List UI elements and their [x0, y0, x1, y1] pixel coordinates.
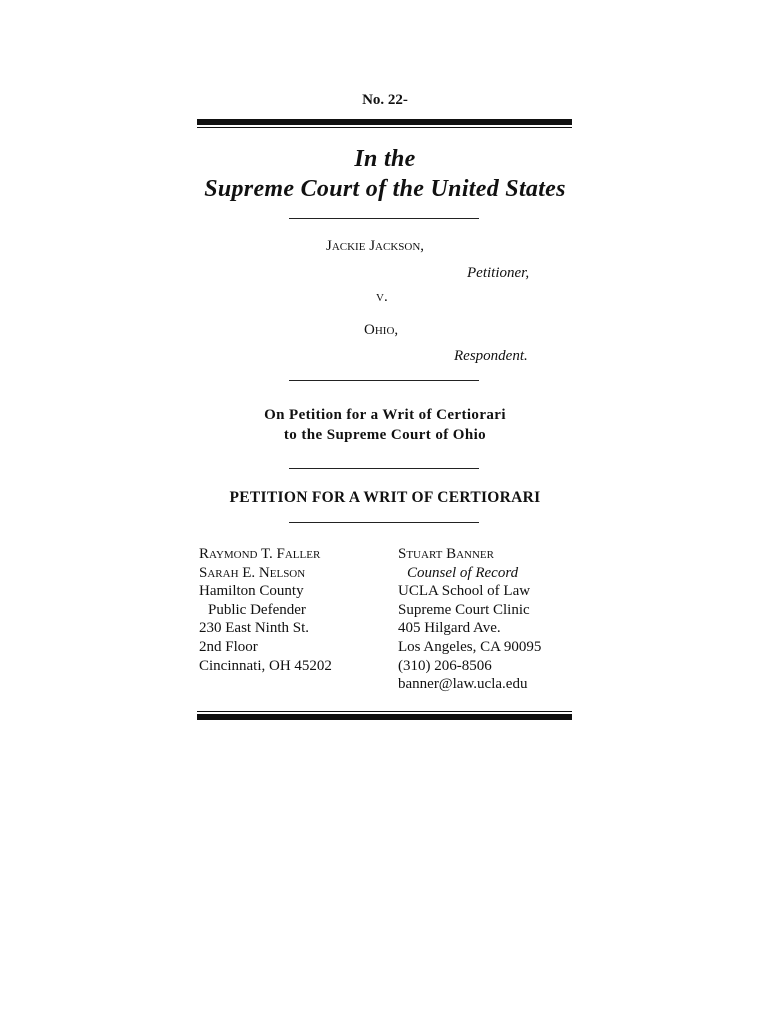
counsel-right-phone: (310) 206-8506: [398, 657, 492, 674]
respondent-role: Respondent.: [454, 348, 528, 364]
versus: v.: [376, 289, 388, 305]
top-heavy-rule: [197, 119, 572, 125]
on-petition-line2: to the Supreme Court of Ohio: [283, 427, 487, 443]
counsel-left-name1: Raymond T. Faller: [199, 546, 321, 562]
top-thin-rule: [197, 127, 572, 128]
on-petition-line1: On Petition for a Writ of Certiorari: [264, 407, 506, 423]
counsel-right-name: Stuart Banner: [398, 546, 494, 562]
counsel-right-email: banner@law.ucla.edu: [398, 676, 528, 693]
respondent-name: Ohio,: [364, 322, 399, 338]
counsel-left-city: Cincinnati, OH 45202: [199, 657, 332, 674]
petition-title: PETITION FOR A WRIT OF CERTIORARI: [229, 489, 541, 506]
counsel-left-floor: 2nd Floor: [199, 638, 258, 655]
counsel-right-street: 405 Hilgard Ave.: [398, 620, 501, 637]
divider-3: [289, 468, 479, 469]
petitioner-name: Jackie Jackson,: [326, 238, 425, 254]
counsel-left-block: [199, 545, 332, 675]
divider-1: [289, 218, 479, 219]
bottom-thin-rule: [197, 711, 572, 712]
counsel-right-block: [398, 545, 541, 694]
counsel-left-org1: Hamilton County: [199, 583, 304, 600]
petitioner-role: Petitioner,: [467, 265, 530, 281]
court-heading-line2: Supreme Court of the United States: [204, 176, 566, 202]
court-heading-line1: In the: [354, 146, 416, 172]
counsel-right-org1: UCLA School of Law: [398, 583, 531, 600]
counsel-left-street: 230 East Ninth St.: [199, 620, 310, 637]
docket-number: No. 22-: [362, 92, 408, 108]
counsel-right-org2: Supreme Court Clinic: [398, 601, 530, 618]
counsel-right-city: Los Angeles, CA 90095: [398, 638, 542, 655]
divider-2: [289, 380, 479, 381]
counsel-right-role: Counsel of Record: [407, 564, 519, 581]
divider-4: [289, 522, 479, 523]
counsel-left-name2: Sarah E. Nelson: [199, 564, 306, 581]
counsel-left-org2: Public Defender: [208, 601, 306, 618]
bottom-heavy-rule: [197, 714, 572, 720]
